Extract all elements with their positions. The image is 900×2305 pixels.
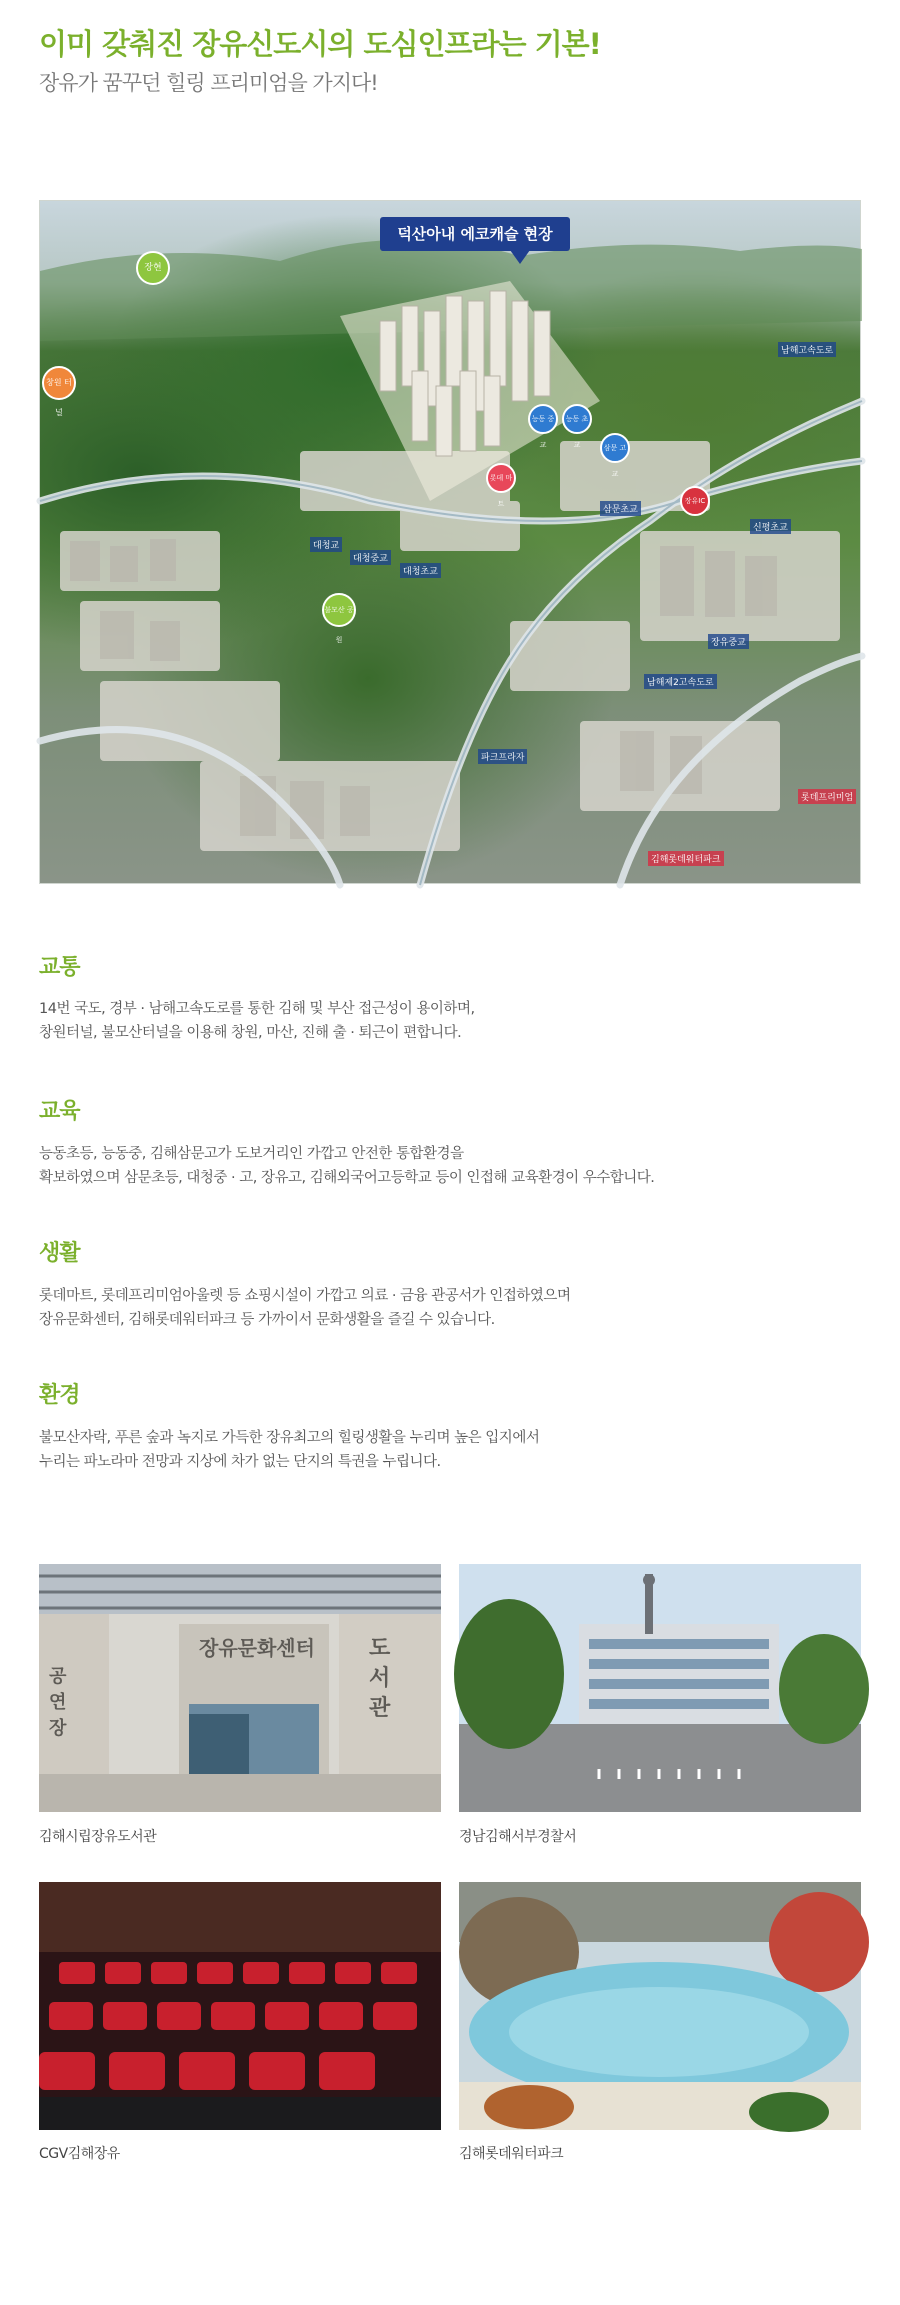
section-education-title: 교육 (39, 1099, 80, 1124)
map-label-park-plaza: 파크프라자 (478, 749, 527, 764)
caption-police-station: 경남김해서부경찰서 (459, 1829, 577, 1845)
marker-neungdong-middle: 능동 중교 (528, 404, 558, 434)
library-sign-left: 공연장 (49, 1666, 67, 1739)
marker-sammun-high: 삼문 고교 (600, 433, 630, 463)
map-label-namhae-2nd-expressway: 남해제2고속도로 (644, 674, 717, 689)
marker-changwon-tunnel: 창원 터널 (42, 366, 76, 400)
map-label-sinpyeong-elementary: 신평초교 (750, 519, 791, 534)
library-sign-main: 장유문화센터 (199, 1636, 315, 1660)
map-label-sammun-elementary: 삼문초교 (600, 501, 641, 516)
section-environment-line-2: 누리는 파노라마 전망과 지상에 차가 없는 단지의 특권을 누립니다. (39, 1454, 441, 1470)
photo-library (39, 1564, 441, 1812)
marker-bulmosan-park: 불모산 공원 (322, 593, 356, 627)
photo-police-station (459, 1564, 861, 1812)
section-education-line-1: 능동초등, 능동중, 김해삼문고가 도보거리인 가깝고 안전한 통합환경을 (39, 1146, 464, 1162)
marker-lotte-mart: 롯데 마트 (486, 463, 516, 493)
map-label-lotte-waterpark: 김해롯데워터파크 (648, 851, 724, 866)
map-label-namhae-expressway: 남해고속도로 (778, 342, 836, 357)
section-living-title: 생활 (39, 1241, 80, 1266)
map-label-daecheong-middle: 대청중교 (350, 550, 391, 565)
marker-neungdong-elementary: 능동 초교 (562, 404, 592, 434)
section-living-line-2: 장유문화센터, 김해롯데워터파크 등 가까이서 문화생활을 즐길 수 있습니다. (39, 1312, 495, 1328)
caption-waterpark: 김해롯데워터파크 (459, 2146, 564, 2162)
section-transport-line-2: 창원터널, 불모산터널을 이용해 창원, 마산, 진해 출 · 퇴근이 편합니다. (39, 1025, 462, 1041)
map-label-lotte-premium: 롯데프리미엄 (798, 789, 856, 804)
photo-cinema (39, 1882, 441, 2130)
section-living-line-1: 롯데마트, 롯데프리미엄아울렛 등 쇼핑시설이 가깝고 의료 · 금융 관공서가 인접하였으며 (39, 1288, 571, 1304)
map-label-jangyu-middle: 장유중교 (708, 634, 749, 649)
site-callout (380, 217, 570, 251)
caption-library: 김해시립장유도서관 (39, 1829, 157, 1845)
section-education-line-2: 확보하였으며 삼문초등, 대청중 · 고, 장유고, 김해외국어고등학교 등이 인접해 교육환경이 우수합니다. (39, 1170, 655, 1186)
marker-jangheon: 장현 (136, 251, 170, 285)
aerial-location-map (39, 200, 861, 884)
section-transport-title: 교통 (39, 955, 80, 980)
photo-waterpark (459, 1882, 861, 2130)
map-label-daecheong-bridge: 대청교 (310, 537, 342, 552)
map-label-daecheong-elementary: 대청초교 (400, 563, 441, 578)
section-environment-title: 환경 (39, 1383, 80, 1408)
library-sign-side: 도서관 (369, 1636, 391, 1721)
caption-cinema: CGV김해장유 (39, 2146, 120, 2162)
site-callout-label: 덕산아내 에코캐슬 현장 (397, 225, 553, 243)
section-transport-line-1: 14번 국도, 경부 · 남해고속도로를 통한 김해 및 부산 접근성이 용이하며, (39, 1001, 475, 1017)
page-headline: 이미 갖춰진 장유신도시의 도심인프라는 기본! (39, 27, 601, 61)
page-subline: 장유가 꿈꾸던 힐링 프리미엄을 가지다! (39, 71, 378, 95)
marker-jangyu-ic: 장유IC (680, 486, 710, 516)
site-callout-pointer (510, 250, 530, 264)
section-environment-line-1: 불모산자락, 푸른 숲과 녹지로 가득한 장유최고의 힐링생활을 누리며 높은 입지에서 (39, 1430, 540, 1446)
